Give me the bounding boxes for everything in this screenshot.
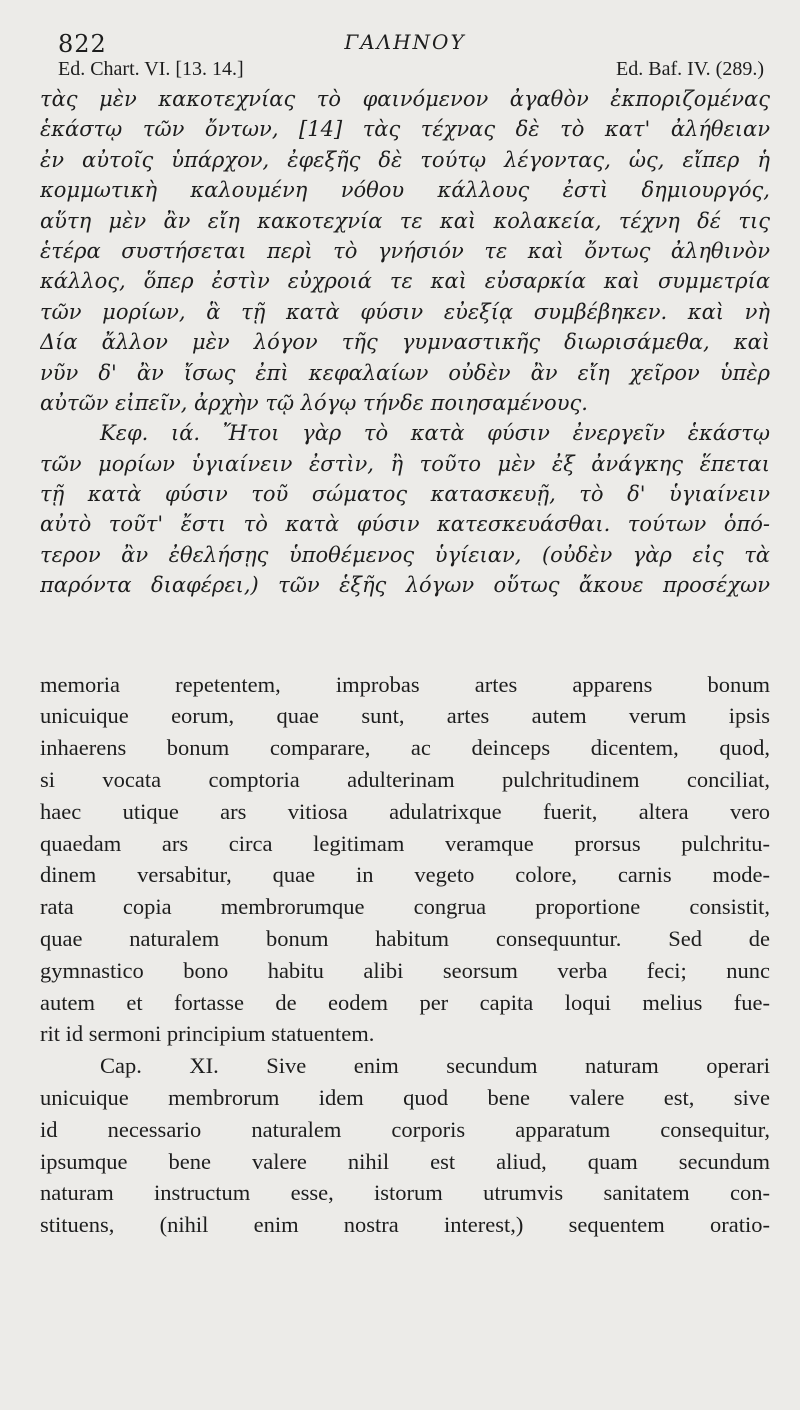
greek-line: κάλλος, ὅπερ ἐστὶν εὐχροιά τε καὶ εὐσαρκία καὶ συμμετρία — [40, 269, 770, 294]
greek-line: ἑτέρα συστήσεται περὶ τὸ γνήσιόν τε καὶ ὄντως ἀληθινὸν — [40, 238, 770, 263]
latin-line: rit id sermoni principium statuentem. — [40, 1021, 375, 1047]
latin-line: gymnastico bono habitu alibi seorsum verba feci; nunc — [40, 957, 770, 983]
greek-line: ἐν αὐτοῖς ὑπάρχον, ἐφεξῆς δὲ τούτῳ λέγοντας, ὡς, εἴπερ ἡ — [40, 147, 770, 172]
greek-line: τῇ κατὰ φύσιν τοῦ σώματος κατασκευῇ, τὸ δ' ὑγιαίνειν — [40, 482, 770, 507]
greek-line: νῦν δ' ἂν ἴσως ἐπὶ κεφαλαίων οὐδὲν ἂν εἴη χεῖρον ὑπὲρ — [40, 360, 770, 385]
page-gap — [40, 601, 770, 661]
latin-line: Cap. XI. Sive enim secundum naturam operari — [100, 1053, 770, 1079]
greek-line: κομμωτικὴ καλουμένη νόθου κάλλους ἐστὶ δημιουργός, — [40, 178, 770, 203]
latin-line: dinem versabitur, quae in vegeto colore, carnis mode- — [40, 862, 770, 888]
page-number: 822 — [58, 30, 107, 58]
greek-line: Κεφ. ιά. Ἤτοι γὰρ τὸ κατὰ φύσιν ἐνεργεῖν ἑκάστῳ — [100, 421, 770, 446]
edition-basel-reference: Ed. Baf. IV. (289.) — [616, 58, 764, 80]
running-head — [40, 22, 770, 58]
latin-line: id necessario naturalem corporis apparatum consequitur, — [40, 1116, 770, 1142]
edition-chartier-reference: Ed. Chart. VI. [13. 14.] — [58, 58, 244, 80]
edition-reference-line — [40, 58, 770, 84]
latin-line: si vocata comptoria adulterinam pulchritudinem conciliat, — [40, 767, 770, 793]
latin-text-block — [40, 669, 770, 1241]
greek-line: αὕτη μὲν ἂν εἴη κακοτεχνία τε καὶ κολακεία, τέχνη δέ τις — [40, 208, 770, 233]
latin-line: unicuique eorum, quae sunt, artes autem verum ipsis — [40, 703, 770, 729]
greek-line: Δία ἄλλον μὲν λόγον τῆς γυμναστικῆς διωρισάμεθα, καὶ — [40, 330, 770, 355]
latin-line: quaedam ars circa legitimam veramque prorsus pulchritu- — [40, 830, 770, 856]
greek-line: ἑκάστῳ τῶν ὄντων, [14] τὰς τέχνας δὲ τὸ κατ' ἀλήθειαν — [40, 117, 770, 142]
running-title: ΓΑΛΗΝΟΥ — [344, 30, 466, 54]
latin-line: autem et fortasse de eodem per capita loqui melius fue- — [40, 989, 770, 1015]
latin-line: ipsumque bene valere nihil est aliud, quam secundum — [40, 1148, 770, 1174]
latin-line: stituens, (nihil enim nostra interest,) sequentem oratio- — [40, 1212, 770, 1238]
greek-line: παρόντα διαφέρει,) τῶν ἑξῆς λόγων οὕτως ἄκουε προσέχων — [40, 573, 770, 598]
latin-line: quae naturalem bonum habitum consequuntur. Sed de — [40, 926, 770, 952]
latin-line: memoria repetentem, improbas artes apparens bonum — [40, 671, 770, 697]
greek-line: τῶν μορίων, ἃ τῇ κατὰ φύσιν εὐεξίᾳ συμβέβηκεν. καὶ νὴ — [40, 299, 770, 324]
greek-line: αὐτὸ τοῦτ' ἔστι τὸ κατὰ φύσιν κατεσκευάσθαι. τούτων ὁπό- — [40, 512, 770, 537]
greek-line: τερον ἂν ἐθελήσῃς ὑποθέμενος ὑγίειαν, (οὐδὲν γὰρ εἰς τὰ — [40, 542, 770, 567]
latin-line: inhaerens bonum comparare, ac deinceps dicentem, quod, — [40, 735, 770, 761]
greek-text-block — [40, 84, 770, 601]
greek-line: τῶν μορίων ὑγιαίνειν ἐστὶν, ἢ τοῦτο μὲν ἐξ ἀνάγκης ἕπεται — [40, 451, 770, 476]
greek-line: τὰς μὲν κακοτεχνίας τὸ φαινόμενον ἀγαθὸν ἐκποριζομένας — [40, 87, 770, 111]
greek-line: αὐτῶν εἰπεῖν, ἀρχὴν τῷ λόγῳ τήνδε ποιησαμένους. — [40, 390, 588, 415]
latin-line: naturam instructum esse, istorum utrumvis sanitatem con- — [40, 1180, 770, 1206]
latin-line: unicuique membrorum idem quod bene valere est, sive — [40, 1085, 770, 1110]
latin-line: rata copia membrorumque congrua proportione consistit, — [40, 894, 770, 920]
latin-line: haec utique ars vitiosa adulatrixque fuerit, altera vero — [40, 798, 770, 824]
